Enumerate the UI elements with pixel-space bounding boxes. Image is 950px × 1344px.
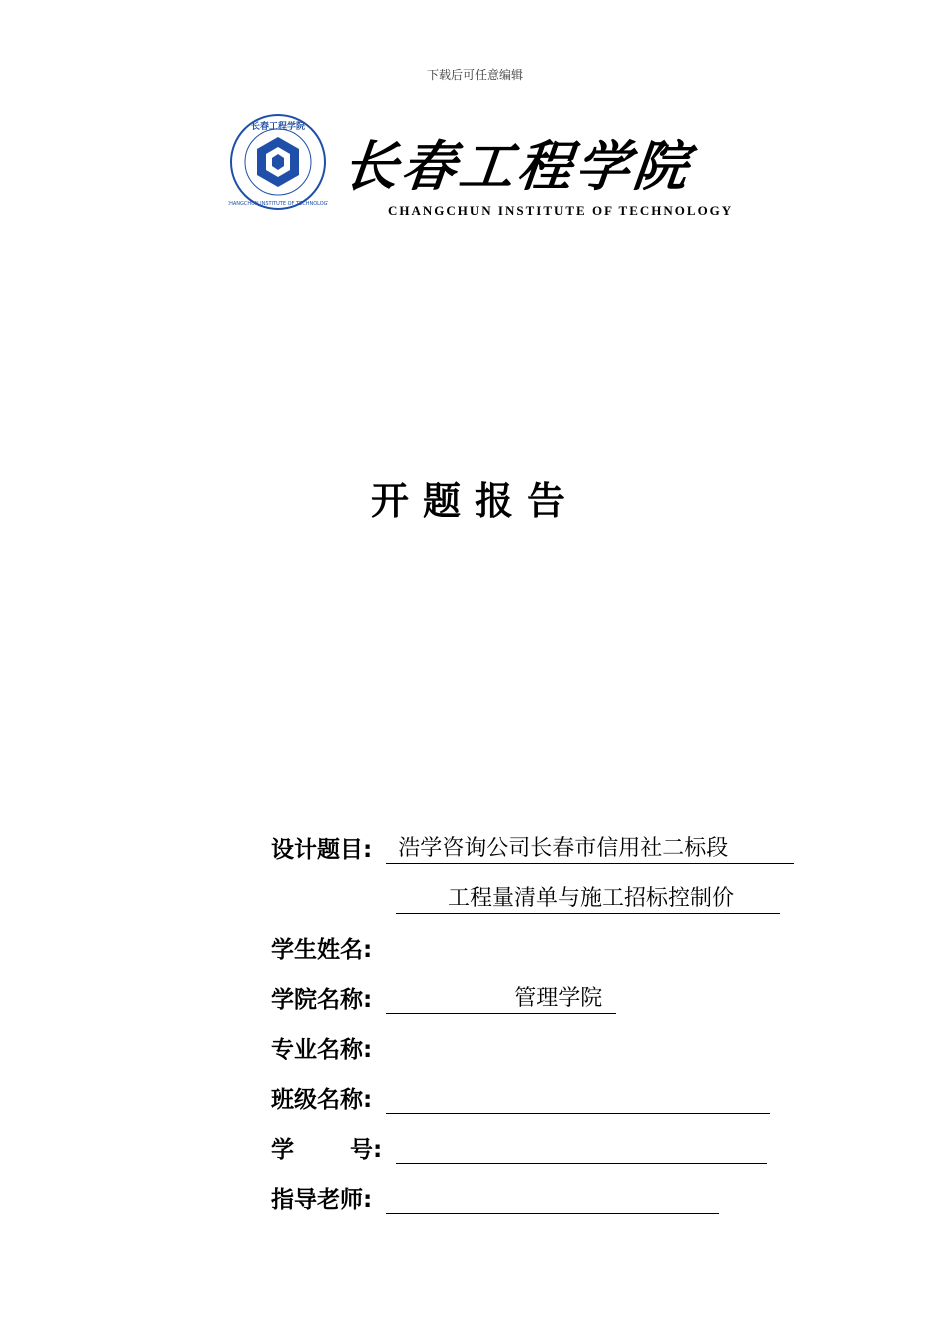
header-note: 下载后可任意编辑 <box>426 68 523 82</box>
student-id-row <box>271 1128 767 1164</box>
student-id-label: 学 号: <box>271 1137 383 1163</box>
topic-row-2 <box>396 878 780 914</box>
topic-line1: 浩学咨询公司长春市信用社二标段 <box>386 834 794 864</box>
student-name-value <box>386 934 686 964</box>
student-id-value <box>396 1133 767 1164</box>
class-value <box>386 1083 770 1114</box>
student-name-label: 学生姓名: <box>271 937 373 963</box>
topic-row <box>271 828 794 864</box>
college-value: 管理学院 <box>386 984 616 1014</box>
college-row <box>271 978 616 1014</box>
school-seal-icon <box>228 112 328 212</box>
topic-line2: 工程量清单与施工招标控制价 <box>396 884 780 914</box>
school-name-cn: 长春工程学院 <box>340 134 695 198</box>
school-logo <box>228 112 328 212</box>
student-name-row <box>271 928 686 964</box>
class-label: 班级名称: <box>271 1087 373 1113</box>
class-row <box>271 1078 770 1114</box>
advisor-value <box>386 1183 719 1214</box>
advisor-label: 指导老师: <box>271 1187 373 1213</box>
svg-text:CHANGCHUN INSTITUTE OF TECHNOL: CHANGCHUN INSTITUTE OF TECHNOLOGY <box>228 201 328 207</box>
major-row <box>271 1028 686 1064</box>
topic-label: 设计题目: <box>271 837 373 863</box>
major-label: 专业名称: <box>271 1037 373 1063</box>
svg-text:长春工程学院: 长春工程学院 <box>250 122 306 132</box>
advisor-row <box>271 1178 719 1214</box>
document-title: 开题报告 <box>370 479 579 523</box>
major-value <box>386 1034 686 1064</box>
college-label: 学院名称: <box>271 987 373 1013</box>
school-name-en: CHANGCHUN INSTITUTE OF TECHNOLOGY <box>388 203 734 218</box>
